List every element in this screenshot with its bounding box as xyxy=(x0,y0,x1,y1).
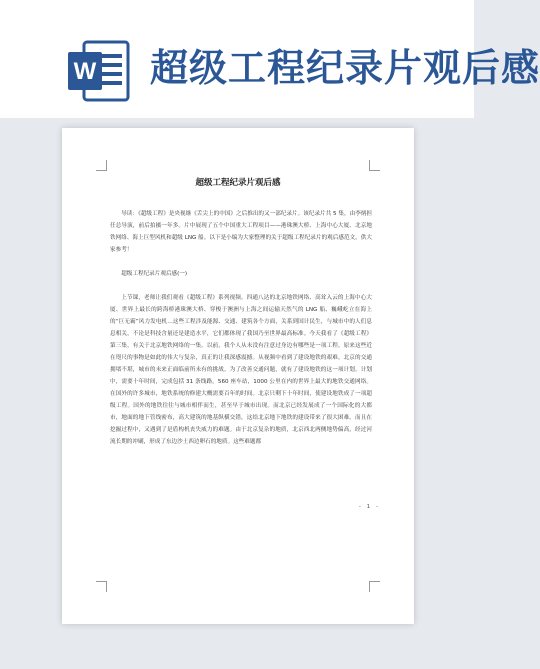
paragraph-spacer xyxy=(110,280,372,292)
crop-mark-bottom-right xyxy=(369,581,380,592)
header-banner xyxy=(0,0,540,118)
page-number: - 1 - xyxy=(358,504,380,510)
document-body xyxy=(110,208,372,448)
paragraph-spacer xyxy=(110,256,372,268)
intro-paragraph: 导读：《超级工程》是央视继《舌尖上的中国》之后推出的又一部纪录片。该纪录片共 5 集，由李炳担任总导演，前后拍摄一年多。片中展现了五个中国重大工程项目——港珠澳大桥、上海中心大厦、北京地铁网络、海上巨型风机和超级 LNG 船。以下是小编为大家整理的关于超级工程纪录片的观后感范文，供大家参考！ xyxy=(110,211,372,253)
body-paragraph: 上节课，老师让我们观看《超级工程》系列视频。四通八达的北京地铁网络、高耸入云的上海中心大厦、世界上最长的跨海桥港珠澳大桥、穿梭于澳洲与上海之间运输天然气的 LNG 船、巍峨屹立在海上的“巨无霸”风力发电机…这些工程涉及能源、交通、建筑各个方面，关系到国计民生，与城市中的人们息息相关，不论是科技含量还是建造水平，它们都体现了我国乃至世界最高标准。今天我看了《超级工程》第三集，有关于北京地铁网络的一集。以前，我个人从未没有注意过身边有哪些是一项工程。原来这些近在咫尺的事物是如此的伟大与复杂，真正的让我深感震撼。从视频中看到了建设地铁的艰难。北京的交通拥堵不堪，城市的未来正面临前所未有的挑战。为了改善交通问题，就有了建设地铁的这一项计划。计划中，需要十年时间，完成包括 31 条线路，560 座车站，1000 公里在内的世界上最大的地铁交通网络。在国外的许多城市，地铁系统的修建大概需要百年的时间。北京只剩下十年时间，使建设地铁成了一项超级工程。国外的地铁往往与城市相伴而生，甚至早于城市出现。而北京已经发展成了一个国际化的大都市，地面的地下管线密布，高大建筑的地基纵横交错，这给北京地下地铁的建设带来了很大困难。而且在挖掘过程中，又遇到了是盾构机丧失威力的难题。由于北京复杂的地质，北京西北两侧地势偏高，经过河流长期的冲刷，形成了东边沙土西边卵石的地质。这些难题都 xyxy=(110,295,372,445)
banner-title: 超级工程纪录片观后感 xyxy=(150,46,540,90)
document-page xyxy=(62,128,414,624)
section-heading: 超级工程纪录片观后感(一) xyxy=(121,271,188,277)
word-doc-icon xyxy=(66,38,132,104)
crop-mark-bottom-left xyxy=(96,581,107,592)
crop-mark-top-right xyxy=(369,160,380,171)
word-logo-letter: W xyxy=(73,58,97,85)
document-title: 超级工程纪录片观后感 xyxy=(195,178,281,188)
crop-mark-top-left xyxy=(96,160,107,171)
